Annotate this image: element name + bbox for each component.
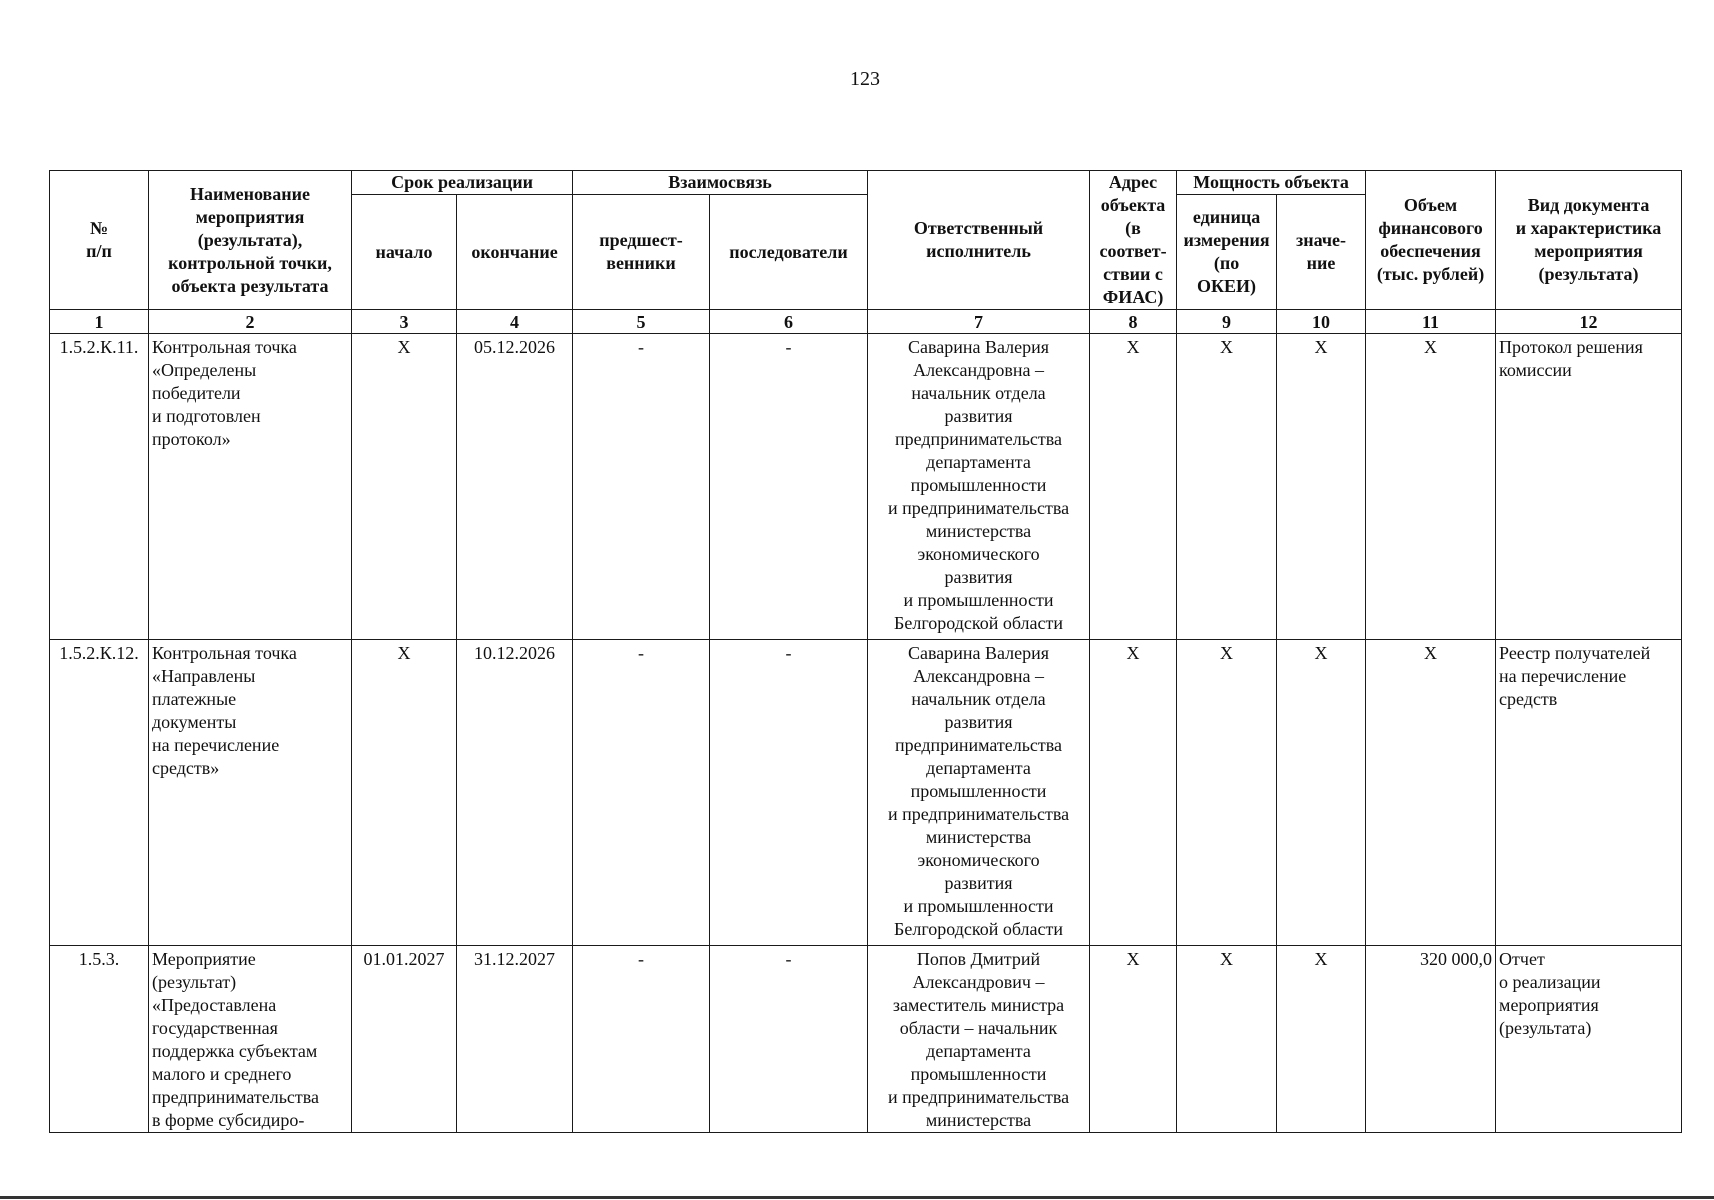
column-number: 5 — [573, 310, 710, 334]
table-body — [50, 334, 1682, 1133]
row-address: X — [1090, 334, 1177, 640]
table-header — [50, 171, 1682, 334]
column-number: 10 — [1277, 310, 1366, 334]
column-number: 1 — [50, 310, 149, 334]
row-succ: - — [710, 946, 868, 1133]
row-doc: Отчет о реализации мероприятия (результата) — [1496, 946, 1682, 1133]
row-succ: - — [710, 334, 868, 640]
row-start: 01.01.2027 — [352, 946, 457, 1133]
header-term-start: начало — [352, 195, 457, 310]
row-value: X — [1277, 640, 1366, 946]
table-row — [50, 946, 1682, 1133]
row-name: Контрольная точка «Направлены платежные документы на перечисление средств» — [149, 640, 352, 946]
row-name: Мероприятие (результат) «Предоставлена государственная поддержка субъектам малого и среднего предпринимательства в форме субсидиро- — [149, 946, 352, 1133]
row-succ: - — [710, 640, 868, 946]
table-row — [50, 334, 1682, 640]
column-number: 11 — [1366, 310, 1496, 334]
row-end: 31.12.2027 — [457, 946, 573, 1133]
row-responsible: Попов Дмитрий Александрович – заместитель министра области – начальник департамента промышленности и предпринимательства министерства — [868, 946, 1090, 1133]
row-num: 1.5.2.К.11. — [50, 334, 149, 640]
row-value: X — [1277, 334, 1366, 640]
row-pred: - — [573, 334, 710, 640]
row-responsible: Саварина Валерия Александровна – начальник отдела развития предпринимательства департамента промышленности и предпринимательства министерства экономического развития и промышленности Белгородской области — [868, 334, 1090, 640]
header-capacity-value: значе- ние — [1277, 195, 1366, 310]
header-term-end: окончание — [457, 195, 573, 310]
header-term-group: Срок реализации — [352, 171, 573, 195]
header-capacity-unit: единица измерения (по ОКЕИ) — [1177, 195, 1277, 310]
row-finance: X — [1366, 334, 1496, 640]
row-unit: X — [1177, 334, 1277, 640]
row-unit: X — [1177, 946, 1277, 1133]
column-number-row — [50, 310, 1682, 334]
header-link-succ: последователи — [710, 195, 868, 310]
header-address: Адрес объекта (в соответ- ствии с ФИАС) — [1090, 171, 1177, 310]
row-unit: X — [1177, 640, 1277, 946]
header-num: № п/п — [50, 171, 149, 310]
row-end: 05.12.2026 — [457, 334, 573, 640]
column-number: 6 — [710, 310, 868, 334]
row-num: 1.5.3. — [50, 946, 149, 1133]
column-number: 4 — [457, 310, 573, 334]
row-pred: - — [573, 946, 710, 1133]
header-capacity-group: Мощность объекта — [1177, 171, 1366, 195]
row-address: X — [1090, 640, 1177, 946]
row-pred: - — [573, 640, 710, 946]
row-value: X — [1277, 946, 1366, 1133]
header-link-pred: предшест- венники — [573, 195, 710, 310]
page-number: 123 — [850, 68, 880, 90]
table-row — [50, 640, 1682, 946]
header-finance: Объем финансового обеспечения (тыс. рублей) — [1366, 171, 1496, 310]
column-number: 9 — [1177, 310, 1277, 334]
row-address: X — [1090, 946, 1177, 1133]
row-name: Контрольная точка «Определены победители и подготовлен протокол» — [149, 334, 352, 640]
header-link-group: Взаимосвязь — [573, 171, 868, 195]
page-edge-line — [0, 1196, 1714, 1199]
row-finance: X — [1366, 640, 1496, 946]
plan-table — [49, 170, 1682, 1133]
column-number: 12 — [1496, 310, 1682, 334]
header-doc-type: Вид документа и характеристика мероприятия (результата) — [1496, 171, 1682, 310]
row-num: 1.5.2.К.12. — [50, 640, 149, 946]
row-finance: 320 000,0 — [1366, 946, 1496, 1133]
column-number: 7 — [868, 310, 1090, 334]
column-number: 2 — [149, 310, 352, 334]
header-responsible: Ответственный исполнитель — [868, 171, 1090, 310]
row-start: X — [352, 334, 457, 640]
column-number: 3 — [352, 310, 457, 334]
row-responsible: Саварина Валерия Александровна – начальник отдела развития предпринимательства департамента промышленности и предпринимательства министерства экономического развития и промышленности Белгородской области — [868, 640, 1090, 946]
row-start: X — [352, 640, 457, 946]
header-name: Наименование мероприятия (результата), контрольной точки, объекта результата — [149, 171, 352, 310]
row-end: 10.12.2026 — [457, 640, 573, 946]
column-number: 8 — [1090, 310, 1177, 334]
row-doc: Реестр получателей на перечисление средств — [1496, 640, 1682, 946]
row-doc: Протокол решения комиссии — [1496, 334, 1682, 640]
